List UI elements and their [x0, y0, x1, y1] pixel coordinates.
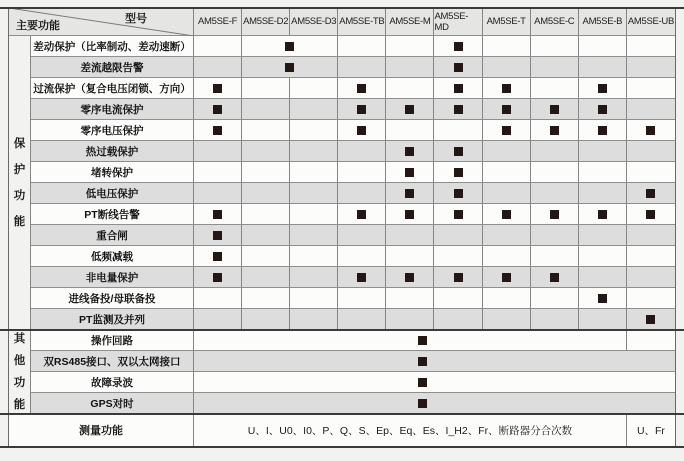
feature-cell	[386, 141, 434, 162]
feature-cell	[483, 246, 531, 267]
feature-cell	[434, 99, 482, 120]
model-header: AM5SE-M	[386, 8, 434, 36]
group-label-char: 能	[13, 398, 26, 411]
feature-mark	[357, 210, 366, 219]
feature-cell	[242, 309, 290, 330]
feature-cell	[579, 267, 627, 288]
feature-cell	[434, 309, 482, 330]
feature-cell	[242, 246, 290, 267]
feature-cell	[579, 288, 627, 309]
feature-mark	[598, 126, 607, 135]
feature-cell	[242, 162, 290, 183]
feature-cell	[531, 99, 579, 120]
feature-cell	[194, 225, 242, 246]
feature-mark	[405, 210, 414, 219]
feature-cell	[338, 309, 386, 330]
feature-mark	[454, 147, 463, 156]
feature-mark	[454, 63, 463, 72]
feature-mark	[357, 105, 366, 114]
feature-cell	[242, 288, 290, 309]
feature-cell	[627, 309, 675, 330]
feature-cell	[483, 309, 531, 330]
feature-cell	[531, 36, 579, 57]
group-label-char: 保	[13, 137, 26, 150]
feature-cell	[290, 78, 338, 99]
feature-mark	[502, 84, 511, 93]
feature-cell	[579, 309, 627, 330]
feature-mark	[454, 189, 463, 198]
feature-cell	[434, 267, 482, 288]
feature-mark	[454, 168, 463, 177]
feature-cell	[579, 162, 627, 183]
feature-mark	[285, 63, 294, 72]
feature-cell	[194, 141, 242, 162]
feature-cell	[242, 183, 290, 204]
feature-cell	[386, 78, 434, 99]
feature-cell	[531, 267, 579, 288]
feature-cell	[194, 57, 242, 78]
feature-cell	[531, 288, 579, 309]
group-label-char: 他	[13, 354, 26, 367]
corner-label-model: 型号	[125, 13, 147, 25]
feature-cell	[242, 225, 290, 246]
feature-cell	[483, 78, 531, 99]
feature-cell-all-models	[194, 330, 627, 351]
feature-label: 操作回路	[31, 330, 194, 351]
feature-cell-d2d3-merged	[242, 57, 338, 78]
feature-cell	[290, 120, 338, 141]
feature-label: 差动保护（比率制动、差动速断）	[31, 36, 194, 57]
feature-cell	[627, 246, 675, 267]
feature-cell	[579, 204, 627, 225]
feature-label: 差流越限告警	[31, 57, 194, 78]
feature-cell	[434, 288, 482, 309]
feature-cell	[531, 120, 579, 141]
feature-cell	[386, 288, 434, 309]
model-header: AM5SE-D3	[290, 8, 338, 36]
model-header: AM5SE-T	[483, 8, 531, 36]
feature-cell	[338, 78, 386, 99]
feature-cell	[531, 225, 579, 246]
feature-mark	[646, 189, 655, 198]
feature-mark	[357, 126, 366, 135]
feature-cell	[386, 162, 434, 183]
feature-label: 过流保护（复合电压闭锁、方向）	[31, 78, 194, 99]
feature-cell	[434, 120, 482, 141]
feature-mark	[502, 273, 511, 282]
feature-cell	[290, 246, 338, 267]
feature-mark	[213, 210, 222, 219]
feature-mark	[646, 315, 655, 324]
feature-cell	[338, 120, 386, 141]
feature-cell	[579, 225, 627, 246]
feature-cell	[242, 267, 290, 288]
feature-cell	[483, 141, 531, 162]
feature-cell	[194, 309, 242, 330]
feature-cell	[579, 141, 627, 162]
feature-label: 故障录波	[31, 372, 194, 393]
feature-cell-d2d3-merged	[242, 36, 338, 57]
feature-cell	[434, 36, 482, 57]
feature-cell	[194, 246, 242, 267]
feature-cell	[483, 57, 531, 78]
feature-cell	[338, 183, 386, 204]
feature-cell	[579, 120, 627, 141]
feature-mark	[213, 105, 222, 114]
feature-cell	[627, 162, 675, 183]
feature-cell	[386, 246, 434, 267]
feature-cell	[434, 225, 482, 246]
feature-mark	[405, 147, 414, 156]
feature-cell	[627, 204, 675, 225]
feature-cell	[290, 288, 338, 309]
feature-mark	[357, 84, 366, 93]
feature-label: 重合闸	[31, 225, 194, 246]
feature-label: PT监测及并列	[31, 309, 194, 330]
feature-cell	[338, 246, 386, 267]
feature-cell	[290, 162, 338, 183]
feature-cell	[579, 78, 627, 99]
feature-cell	[483, 99, 531, 120]
feature-cell	[531, 204, 579, 225]
feature-cell	[434, 162, 482, 183]
feature-cell	[579, 57, 627, 78]
group-label-char: 功	[13, 189, 26, 202]
feature-cell	[386, 57, 434, 78]
feature-cell	[531, 57, 579, 78]
feature-mark	[502, 105, 511, 114]
feature-cell	[531, 183, 579, 204]
feature-label: 堵转保护	[31, 162, 194, 183]
feature-cell	[531, 78, 579, 99]
feature-cell	[483, 183, 531, 204]
feature-mark	[598, 210, 607, 219]
feature-label: GPS对时	[31, 393, 194, 414]
group-label-protection	[9, 36, 31, 330]
feature-cell	[627, 141, 675, 162]
feature-cell	[483, 162, 531, 183]
feature-mark	[405, 105, 414, 114]
section-rule-measure	[0, 413, 684, 415]
feature-cell	[194, 99, 242, 120]
model-header: AM5SE-C	[531, 8, 579, 36]
group-label-char: 护	[13, 163, 26, 176]
feature-mark	[213, 273, 222, 282]
feature-mark	[213, 231, 222, 240]
feature-cell	[194, 120, 242, 141]
feature-cell	[194, 204, 242, 225]
feature-cell	[290, 183, 338, 204]
feature-cell	[434, 183, 482, 204]
feature-cell	[483, 267, 531, 288]
feature-mark	[550, 126, 559, 135]
feature-mark	[213, 252, 222, 261]
feature-cell	[290, 204, 338, 225]
feature-cell	[194, 78, 242, 99]
feature-cell	[627, 36, 675, 57]
feature-cell	[290, 225, 338, 246]
feature-cell	[627, 120, 675, 141]
feature-mark	[418, 357, 427, 366]
feature-mark	[357, 273, 366, 282]
feature-mark	[598, 84, 607, 93]
feature-mark	[454, 210, 463, 219]
model-header: AM5SE-D2	[242, 8, 290, 36]
feature-cell	[386, 183, 434, 204]
feature-mark	[502, 210, 511, 219]
feature-cell	[434, 57, 482, 78]
model-header: AM5SE-F	[194, 8, 242, 36]
feature-mark	[598, 294, 607, 303]
feature-cell	[627, 78, 675, 99]
feature-cell	[434, 246, 482, 267]
feature-table	[8, 8, 676, 447]
feature-cell	[194, 162, 242, 183]
feature-cell	[194, 288, 242, 309]
corner-cell	[9, 8, 194, 36]
group-label-char: 其	[13, 332, 26, 345]
feature-mark	[550, 210, 559, 219]
feature-mark	[213, 84, 222, 93]
feature-mark	[502, 126, 511, 135]
feature-cell	[242, 99, 290, 120]
feature-mark	[550, 273, 559, 282]
model-header: AM5SE-UB	[627, 8, 675, 36]
feature-cell	[194, 36, 242, 57]
model-header: AM5SE-B	[579, 8, 627, 36]
feature-cell	[242, 120, 290, 141]
feature-cell-all-models	[194, 372, 675, 393]
feature-cell	[386, 36, 434, 57]
feature-cell	[242, 141, 290, 162]
bottom-rule	[0, 446, 684, 448]
feature-cell	[386, 204, 434, 225]
feature-cell	[531, 162, 579, 183]
feature-cell	[483, 36, 531, 57]
feature-cell	[338, 36, 386, 57]
feature-mark	[405, 273, 414, 282]
feature-mark	[418, 336, 427, 345]
feature-cell	[531, 141, 579, 162]
feature-mark	[550, 105, 559, 114]
corner-label-main-functions: 主要功能	[16, 20, 60, 32]
feature-label: 进线备投/母联备投	[31, 288, 194, 309]
feature-cell	[627, 330, 675, 351]
feature-label: 低电压保护	[31, 183, 194, 204]
feature-cell	[579, 99, 627, 120]
feature-cell	[627, 99, 675, 120]
measure-row-values: U、I、U0、I0、P、Q、S、Ep、Eq、Es、I_H2、Fr、断路器分合次数	[194, 414, 627, 447]
feature-cell	[338, 267, 386, 288]
feature-cell	[627, 183, 675, 204]
feature-cell	[627, 288, 675, 309]
feature-mark	[405, 189, 414, 198]
feature-cell	[290, 267, 338, 288]
feature-cell	[386, 99, 434, 120]
feature-cell	[242, 78, 290, 99]
feature-cell	[579, 183, 627, 204]
feature-cell	[242, 204, 290, 225]
feature-mark	[418, 399, 427, 408]
feature-cell-all-models	[194, 351, 675, 372]
feature-mark	[213, 126, 222, 135]
feature-cell	[531, 246, 579, 267]
feature-mark	[646, 210, 655, 219]
feature-mark	[454, 42, 463, 51]
measure-row-label: 测量功能	[9, 414, 194, 447]
feature-mark	[454, 273, 463, 282]
feature-mark	[285, 42, 294, 51]
feature-cell	[483, 288, 531, 309]
feature-cell	[579, 36, 627, 57]
feature-cell	[194, 267, 242, 288]
feature-cell	[338, 57, 386, 78]
feature-cell	[386, 309, 434, 330]
feature-cell	[627, 225, 675, 246]
group-label-other	[9, 330, 31, 414]
feature-mark	[454, 105, 463, 114]
feature-label: 零序电压保护	[31, 120, 194, 141]
feature-cell	[290, 141, 338, 162]
feature-label: PT断线告警	[31, 204, 194, 225]
feature-mark	[598, 105, 607, 114]
feature-cell	[290, 309, 338, 330]
top-rule	[0, 7, 684, 9]
feature-mark	[646, 126, 655, 135]
feature-cell	[483, 120, 531, 141]
feature-cell	[627, 267, 675, 288]
feature-cell	[386, 120, 434, 141]
feature-mark	[418, 378, 427, 387]
feature-cell-all-models	[194, 393, 675, 414]
feature-label: 低频减载	[31, 246, 194, 267]
feature-label: 双RS485接口、双以太网接口	[31, 351, 194, 372]
feature-cell	[579, 246, 627, 267]
feature-mark	[454, 84, 463, 93]
feature-label: 非电量保护	[31, 267, 194, 288]
group-label-char: 功	[13, 376, 26, 389]
feature-cell	[434, 141, 482, 162]
model-header: AM5SE-TB	[338, 8, 386, 36]
feature-cell	[338, 225, 386, 246]
model-header: AM5SE-MD	[434, 8, 482, 36]
feature-cell	[531, 309, 579, 330]
section-rule-other	[0, 329, 684, 331]
feature-cell	[338, 288, 386, 309]
feature-cell	[434, 204, 482, 225]
feature-cell	[386, 267, 434, 288]
feature-label: 热过载保护	[31, 141, 194, 162]
feature-mark	[405, 168, 414, 177]
feature-cell	[194, 183, 242, 204]
feature-cell	[338, 162, 386, 183]
feature-cell	[338, 204, 386, 225]
feature-cell	[386, 225, 434, 246]
feature-cell	[290, 99, 338, 120]
feature-cell	[338, 141, 386, 162]
group-label-char: 能	[13, 215, 26, 228]
feature-cell	[338, 99, 386, 120]
measure-row-ub-value: U、Fr	[627, 414, 675, 447]
feature-cell	[434, 78, 482, 99]
feature-cell	[483, 225, 531, 246]
feature-cell	[483, 204, 531, 225]
feature-label: 零序电流保护	[31, 99, 194, 120]
feature-cell	[627, 57, 675, 78]
